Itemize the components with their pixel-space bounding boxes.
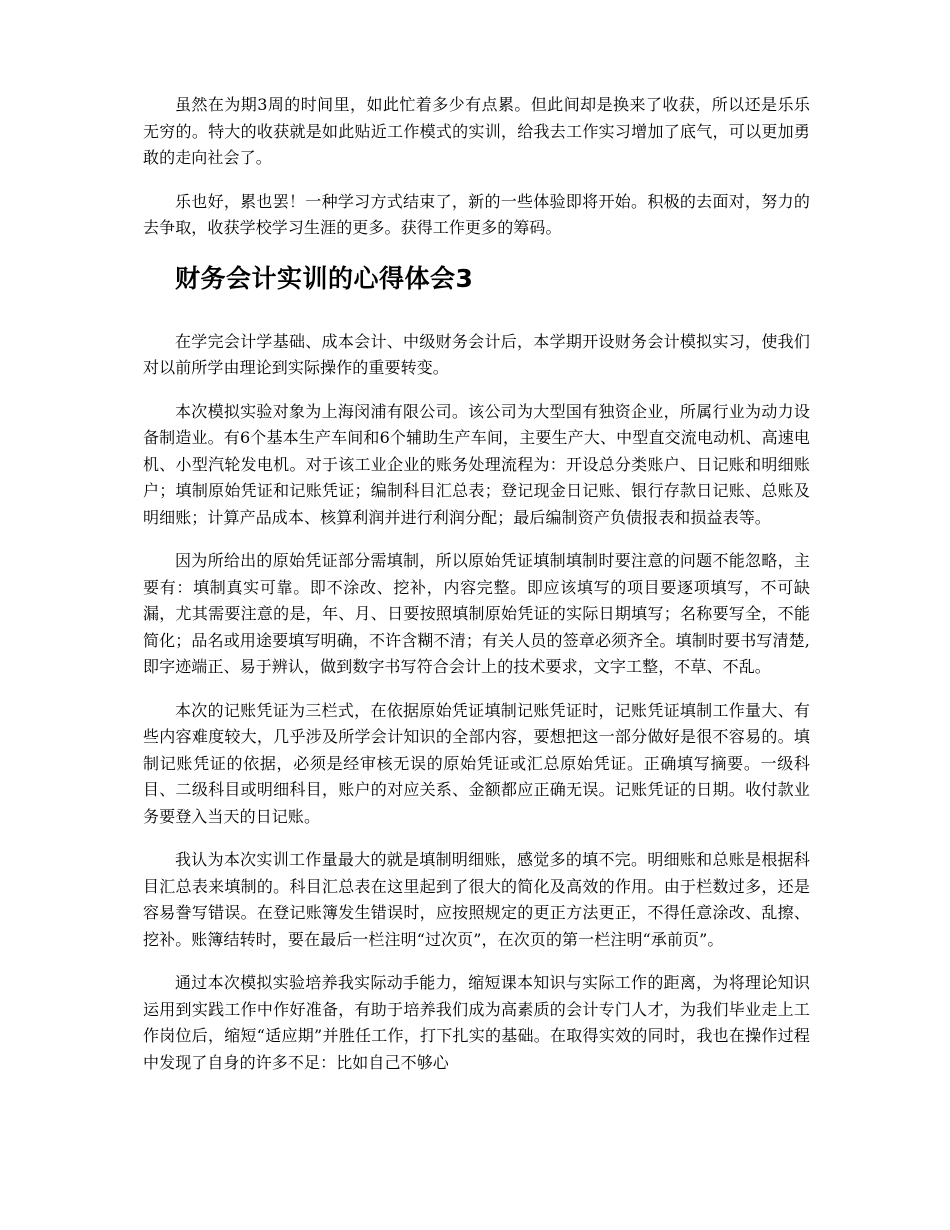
document-page (143, 92, 810, 1093)
paragraph-ledgers: 我认为本次实训工作量最大的就是填制明细账，感觉多的填不完。明细账和总账是根据科目汇总表来填制的。科目汇总表在这里起到了很大的简化及高效的作用。由于栏数过多，还是容易誊写错误。在登记账簿发生错误时，应按照规定的更正方法更正，不得任意涂改、乱擦、挖补。账簿结转时，要在最后一栏注明“过次页”，在次页的第一栏注明“承前页”。 (143, 850, 810, 949)
paragraph-reflection-harvest: 虽然在为期3周的时间里，如此忙着多少有点累。但此间却是换来了收获，所以还是乐乐无穷的。特大的收获就是如此贴近工作模式的实训，给我去工作实习增加了底气，可以更加勇敢的走向社会了。 (143, 95, 810, 167)
section-heading: 财务会计实训的心得体会3 (175, 263, 474, 293)
paragraph-intro: 在学完会计学基础、成本会计、中级财务会计后，本学期开设财务会计模拟实习，使我们对以前所学由理论到实际操作的重要转变。 (143, 331, 810, 377)
paragraph-accounting-vouchers: 本次的记账凭证为三栏式，在依据原始凭证填制记账凭证时，记账凭证填制工作量大、有些内容难度较大，几乎涉及所学会计知识的全部内容，要想把这一部分做好是很不容易的。填制记账凭证的依据，必须是经审核无误的原始凭证或汇总原始凭证。正确填写摘要。一级科目、二级科目或明细科目，账户的对应关系、金额都应正确无误。记账凭证的日期。收付款业务要登入当天的日记账。 (143, 700, 810, 826)
paragraph-reflection-ending: 乐也好，累也罢！一种学习方式结束了，新的一些体验即将开始。积极的去面对，努力的去争取，收获学校学习生涯的更多。获得工作更多的筹码。 (143, 191, 810, 237)
paragraph-company: 本次模拟实验对象为上海闵浦有限公司。该公司为大型国有独资企业，所属行业为动力设备制造业。有6个基本生产车间和6个辅助生产车间，主要生产大、中型直交流电动机、高速电机、小型汽轮发电机。对于该工业企业的账务处理流程为：开设总分类账户、日记账和明细账户；填制原始凭证和记账凭证；编制科目汇总表；登记现金日记账、银行存款日记账、总账及明细账；计算产品成本、核算利润并进行利润分配；最后编制资产负债报表和损益表等。 (143, 401, 810, 527)
paragraph-original-vouchers: 因为所给出的原始凭证部分需填制，所以原始凭证填制填制时要注意的问题不能忽略，主要有：填制真实可靠。即不涂改、挖补，内容完整。即应该填写的项目要逐项填写，不可缺漏，尤其需要注意的是，年、月、日要按照填制原始凭证的实际日期填写；名称要写全，不能简化；品名或用途要填写明确，不许含糊不清；有关人员的签章必须齐全。填制时要书写清楚,即字迹端正、易于辨认，做到数字书写符合会计上的技术要求，文字工整，不草、不乱。 (143, 551, 810, 676)
paragraph-conclusion: 通过本次模拟实验培养我实际动手能力，缩短课本知识与实际工作的距离，为将理论知识运用到实践工作中作好准备，有助于培养我们成为高素质的会计专门人才，为我们毕业走上工作岗位后，缩短“适应期”并胜任工作，打下扎实的基础。在取得实效的同时，我也在操作过程中发现了自身的许多不足：比如自己不够心 (143, 973, 810, 1072)
